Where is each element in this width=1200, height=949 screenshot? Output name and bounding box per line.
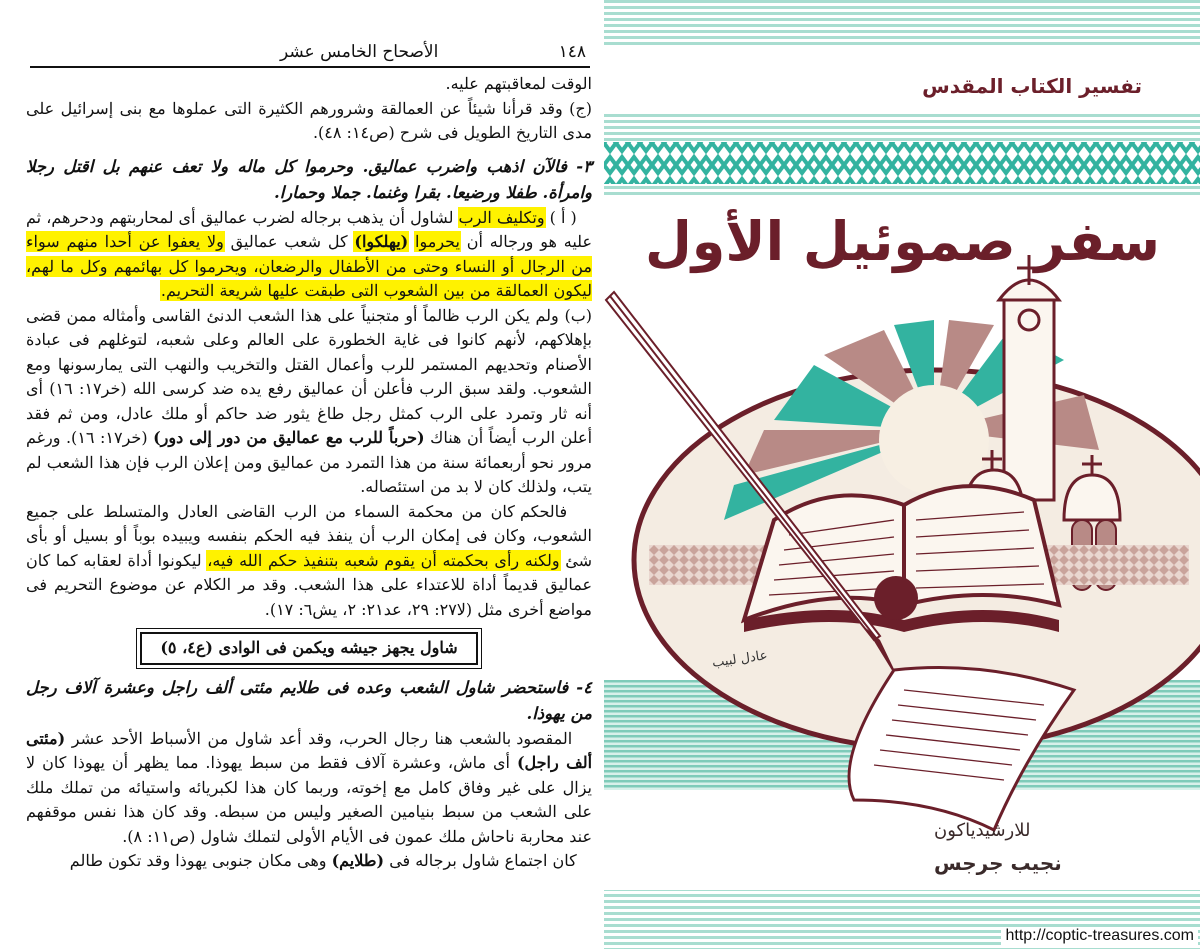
series-title: تفسير الكتاب المقدس [922,74,1142,98]
author-role: للارشيدياكون [934,820,1031,841]
text-run: (خر١٧: ١٦). ورغم مرور نحو أربعمائة سنة من هذا التمرد من عماليق ومن إعلان الرب فإن هذا الشعب لم يتب، ولذلك كان لا بد من استئصاله. [26,428,592,496]
top-stripe-band [604,0,1200,45]
book-title: سفر صموئيل الأول [644,210,1160,273]
paragraph: (ج) وقد قرأنا شيئاً عن العمالقة وشرورهم الكثيرة التى عملوها مع بنى إسرائيل على مدى التاريخ الطويل فى شرح (ص١٤: ٤٨). [26,98,592,142]
author-name: نجيب جرجس [934,851,1062,875]
text-run: وهى مكان جنوبى يهوذا وقد تكون طالم [69,851,332,870]
highlighted-text: ولا يعفوا عن أحدا منهم سواء من الرجال أو النساء وحتى من الأطفال والرضعان، ويحرموا كل بهائمهم وكل ما لهم، ليكون العمالقة من بين الشعوب التى طبقت عليها شريعة التحريم. [26,232,592,300]
highlighted-bold-text: (يهلكوا) [354,232,409,251]
verse-4: ٤- فاستحضر شاول الشعب وعده فى طلايم مئتى ألف راجل وعشرة آلاف رجل من يهوذا. [26,677,592,723]
section-heading: شاول يجهز جيشه ويكمن فى الوادى (ع٤، ٥) [140,632,477,665]
title-stripe-band [604,112,1200,142]
paragraph-e [26,849,592,874]
text-run: ( أ ) [544,207,577,227]
header-rule [30,66,590,68]
zigzag-band [604,142,1200,184]
verse-3: ٣- فالآن اذهب واضرب عماليق. وحرموا كل ماله ولا تعف عنهم بل اقتل رجلا وامرأة. طفلا ورضيعا. بقرا وغنما. جملا وحمارا. [26,156,592,202]
commentary-body [26,72,592,874]
section-heading-wrap [26,632,592,665]
page-number: ١٤٨ [558,42,586,62]
running-title: الأصحاح الخامس عشر [280,42,439,62]
page-header [30,36,590,66]
text-run: (ب) ولم يكن الرب ظالماً أو متجنياً على هذا الشعب الدنئ القاسى وأمثاله ممن قضى بإهلاكهم، لأنهم كانوا فى غاية الخطورة على العالم وعلى شعبه، لتوغلهم فى عبادة الأصنام وتحديهم المستمر للرب وأعمال القتل والتخريب والنهب التى يمارسونها ومع الشعوب. ولقد سبق الرب فأعلن أن عماليق رفع يده ضد كرسى الله (خر١٧: ١٦) أى أنه ثار وتمرد على الرب كمثل رجل طاغ يثور ضد حاكم أو ملك عادل، ومن ثم فقد أعلن الرب أيضاً أن هناك [26,305,593,447]
text-run: ليكونوا أداة لعقابه كما كان عماليق قديماً أداة للاعتداء على هذا الشعب. وقد مر الكلام عن موضوع التحريم فى مواضع أخرى مثل (لا٢٧: ٢٩، عد٢١: ٢، يش٦: ١٧). [26,550,592,619]
text-run: لشاول أن يذهب برجاله لضرب عماليق أى لمحاربتهم ودحرهم، ثم عليه هو ورجاله أن [26,207,592,251]
bold-text: (مئتى ألف راجل) [26,728,593,772]
text-run: المقصود بالشعب هنا رجال الحرب، وقد أعد شاول من الأسباط الأحد عشر [65,728,573,748]
highlighted-text: ولكنه رأى بحكمته أن يقوم شعبه بتنفيذ حكم الله فيه، [207,550,560,570]
text-run: كل شعب عماليق [223,232,355,251]
bold-text: (حرباً للرب مع عماليق من دور إلى دور) [153,428,425,447]
paragraph: الوقت لمعاقبتهم عليه. [445,74,592,93]
paragraph-a [26,206,592,304]
text-run: كان اجتماع شاول برجاله فى [384,851,577,870]
highlighted-text: وتكليف الرب [458,207,545,227]
highlighted-text: يحرموا [415,232,460,251]
text-run: فالحكم كان من محكمة السماء من الرب القاضى العادل والمتسلط على جميع الشعوب، وكان فى إمكان الرب أن ينفذ فيه الحكم بنفسه ويبيده بوباً أو بسيل أو بأى شئ [26,501,593,570]
paragraph-c [26,500,592,623]
church-tower [999,255,1059,500]
watermark-url: http://coptic-treasures.com [1001,927,1198,945]
bold-text: (طلايم) [331,851,385,870]
cover-artwork [604,0,1200,949]
artist-signature: عادل لبيب [711,648,769,671]
book-cover [604,0,1200,949]
stripe-band-mid [604,184,1200,198]
ink-pot [874,576,918,620]
paragraph-b [26,304,592,500]
paragraph-d [26,727,592,850]
text-run: أى ماش، وعشرة آلاف فقط من سبط يهوذا. مما يظهر أن يهوذا كان لا يزال على غير وفاق كامل مع إخوته، وربما كان هذا لكبريائه واستيائه من تملك ملك على الشعب من سبط بنيامين الصغير وليس من سبطه. وقد كان هذا نفس موقفهم عند محاربة ناحاش ملك عمون فى الأيام الأولى لتملك شاول (ص١١: ٨). [26,753,592,846]
